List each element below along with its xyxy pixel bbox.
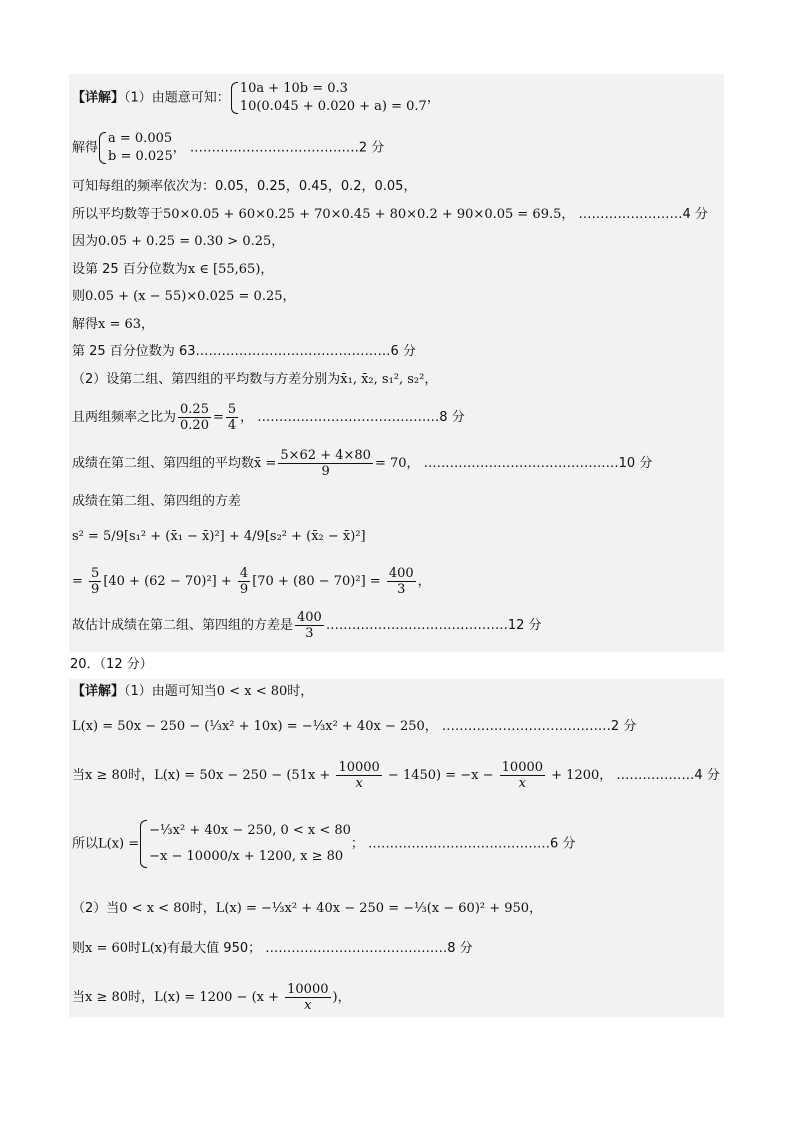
s1-line-var-formula: s² = 5/9[s₁² + (x̄₁ − x̄)²] + 4/9[s₂² + (x̄₂ − x̄)²] [72, 529, 366, 544]
s1-line-system: 【详解】（1）由题意可知： 10a + 10b = 0.3 10(0.045 + 0.020 + a) = 0.7 ， [72, 81, 440, 114]
s1-line-estimate: 故估计成绩在第二组、第四组的方差是 $\frac{400}{3}$ ……………………………………12 分 [72, 610, 542, 641]
s2-line-last: 当x ≥ 80时，L(x) = 1200 − (x + $\frac{10000}{x}$ )， [72, 982, 351, 1013]
s1-line-var-title: 成绩在第二组、第四组的方差 [72, 494, 242, 509]
s1-line-var-calc: = $\frac{5}{9}$ [40 + (62 − 70)²] + $\frac{4}{9}$ [70 + (80 − 70)²] = $\frac{400}{3}$ ， [72, 566, 431, 597]
s1-line-part2: （2）设第二组、第四组的平均数与方差分别为x̄₁, x̄₂, s₁², s₂²， [72, 372, 438, 387]
s2-line-L1: L(x) = 50x − 250 − (⅓x² + 10x) = −⅓x² + 40x − 250， …………………………………2 分 [72, 719, 637, 734]
s1-head: 【详解】 [72, 90, 125, 106]
fraction: $\frac{5\times 62 + 4\times 80}{9}$ [280, 448, 371, 479]
s1-line-avg: 成绩在第二组、第四组的平均数x̄ = $\frac{5\times 62 + 4\times 80}{9}$ = 70， ………………………………………10 分 [72, 448, 653, 479]
s2-line-max: 则x = 60时L(x)有最大值 950； ……………………………………8 分 [72, 941, 473, 956]
fraction: $\frac{4}{9}$ [239, 566, 249, 597]
s2-line-piecewise: 所以L(x) = −⅓x² + 40x − 250, 0 < x < 80 −x − 10000/x + 1200, x ≥ 80 ； ……………………………………6 分 [72, 818, 575, 870]
equation-system-1: 10a + 10b = 0.3 10(0.045 + 0.020 + a) = 0.7 [230, 80, 427, 116]
s1-line-freq: 可知每组的频率依次为：0.05，0.25，0.45，0.2，0.05， [72, 179, 417, 194]
question-20-title: 20．（12 分） [70, 657, 153, 672]
s1-line-sol: 解得x = 63， [72, 317, 155, 332]
piecewise-function: −⅓x² + 40x − 250, 0 < x < 80 −x − 10000/x + 1200, x ≥ 80 [139, 818, 351, 870]
fraction: $\frac{10000}{x}$ [287, 982, 329, 1013]
fraction: $\frac{0.25}{0.20}$ [180, 402, 209, 433]
s1-line-solve: 解得 a = 0.005 b = 0.025 ， …………………………………2 分 [72, 131, 385, 164]
s2-line-1: 【详解】（1）由题可知当0 < x < 80时， [72, 684, 314, 699]
fraction: $\frac{5}{9}$ [91, 566, 100, 597]
s2-line-part2: （2）当0 < x < 80时，L(x) = −⅓x² + 40x − 250 = −⅓(x − 60)² + 950， [72, 901, 543, 916]
s1-line-then: 则0.05 + (x − 55)×0.025 = 0.25， [72, 289, 296, 304]
s1-line-p25: 第 25 百分位数为 63………………………………………6 分 [72, 344, 416, 359]
s1-line-set: 设第 25 百分位数为x ∈ [55,65)， [72, 262, 274, 277]
fraction: $\frac{400}{3}$ [388, 566, 414, 597]
s1-line-ratio: 且两组频率之比为 $\frac{0.25}{0.20}$ = $\frac{5}{4}$ ， ……………………………………8 分 [72, 402, 465, 433]
s1-line-because: 因为0.05 + 0.25 = 0.30 > 0.25， [72, 234, 285, 249]
fraction: $\frac{5}{4}$ [227, 402, 237, 433]
equation-system-2: a = 0.005 b = 0.025 [98, 130, 173, 166]
fraction: $\frac{10000}{x}$ [338, 760, 380, 791]
fraction: $\frac{400}{3}$ [297, 610, 322, 641]
fraction: $\frac{10000}{x}$ [501, 760, 544, 791]
s1-line-mean: 所以平均数等于50×0.05 + 60×0.25 + 70×0.45 + 80×0.2 + 90×0.05 = 69.5， ……………………4 分 [72, 207, 708, 222]
s2-line-L2: 当x ≥ 80时，L(x) = 50x − 250 − (51x + $\frac{10000}{x}$ − 1450) = −x − $\frac{10000}{x}$ + 1200， ………………4 分 [72, 760, 720, 791]
